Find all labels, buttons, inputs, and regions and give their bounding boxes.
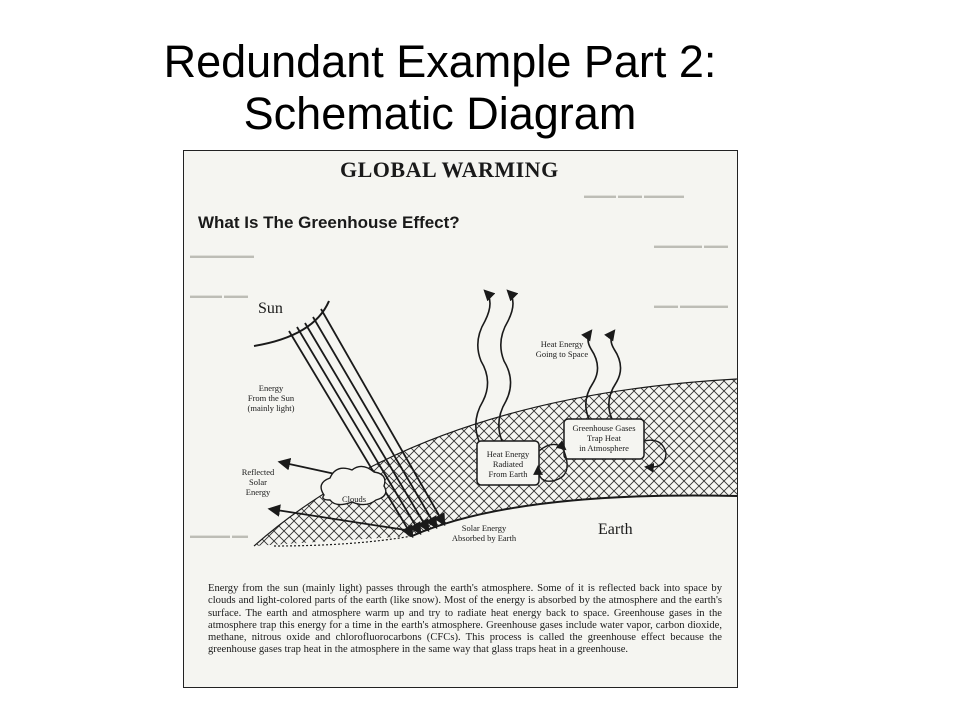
earth-label: Earth — [598, 521, 633, 538]
slide-title-line-2: Schematic Diagram — [243, 88, 637, 139]
svg-text:Solar Energy: Solar Energy — [461, 523, 507, 533]
svg-text:Energy: Energy — [245, 487, 271, 497]
svg-text:(mainly light): (mainly light) — [247, 403, 295, 413]
clouds-label: Clouds — [341, 494, 367, 504]
figure-caption: Energy from the sun (mainly light) passes through the earth's atmosphere. Some of it is reflected back into space by clouds and light-colored parts of the earth (like snow). Most of the energy is absorbed by the atmosphere and the earth's surface. The earth and atmosphere warm up and try to radiate heat energy back to space. Greenhouse gases in the atmosphere trap this energy for a time in the earth's atmosphere. Greenhouse gases include water vapor, carbon dioxide, methane, nitrous oxide and chlorofluorocarbons (CFCs). This process is called the greenhouse effect because the greenhouse gases trap heat in the atmosphere in the same way that glass traps heat in a greenhouse. — [208, 583, 722, 656]
slide-title-line-1: Redundant Example Part 2: — [163, 36, 717, 87]
solar-absorbed-label — [452, 523, 517, 543]
svg-text:Energy: Energy — [258, 383, 284, 393]
sun-label: Sun — [258, 300, 283, 317]
svg-text:Trap Heat: Trap Heat — [587, 433, 621, 443]
figure-header: GLOBAL WARMING — [340, 157, 559, 182]
figure-question: What Is The Greenhouse Effect? — [198, 213, 460, 232]
heat-to-space-label — [536, 339, 589, 359]
svg-text:Greenhouse Gases: Greenhouse Gases — [572, 423, 636, 433]
svg-text:Going to Space: Going to Space — [535, 349, 589, 359]
energy-from-sun-label — [248, 383, 295, 413]
svg-text:Heat Energy: Heat Energy — [540, 339, 584, 349]
svg-text:Radiated: Radiated — [492, 459, 524, 469]
svg-text:From the Sun: From the Sun — [247, 393, 295, 403]
greenhouse-diagram-figure: ▬▬▬▬ ▬▬▬ ▬▬▬▬▬ ▬▬▬▬▬▬ ▬▬▬ ▬▬▬ ▬▬▬▬▬▬ ▬▬▬▬▬▬▬▬ ▬▬▬▬ ▬▬▬ ▬▬▬▬▬ ▬▬ GLOBAL WARMING What Is The Greenhouse Effect? Sun Energy From the Sun (mainly light) Reflected Solar Energy Clouds Solar Energy Absorbed by Earth Earth Heat Energy Radiated From Earth Heat Energy Going to Space Greenhouse Gases Trap Heat in Atmosphere Energy from the sun (mainly light) passes through the earth's atmosphere. Some of it is reflected back into space by clouds and light-colored parts of the earth (like snow). Most of the energy is absorbed by the atmosphere and the earth's surface. The earth and atmosphere warm up and try to radiate heat energy back to space. Greenhouse gases in the atmosphere trap this energy for a time in the earth's atmosphere. Greenhouse gases include water vapor, carbon dioxide, methane, nitrous oxide and chlorofluorocarbons (CFCs). This process is called the greenhouse effect because the greenhouse gases trap heat in the atmosphere in the same way that glass traps heat in a greenhouse. — [183, 150, 738, 688]
reflected-solar-energy-label — [242, 467, 275, 497]
slide-title — [0, 36, 880, 140]
svg-text:Reflected: Reflected — [241, 467, 275, 477]
svg-text:From Earth: From Earth — [488, 469, 528, 479]
svg-text:Heat Energy: Heat Energy — [486, 449, 530, 459]
svg-text:Absorbed by Earth: Absorbed by Earth — [451, 533, 517, 543]
svg-text:Solar: Solar — [249, 477, 267, 487]
svg-text:in Atmosphere: in Atmosphere — [579, 443, 629, 453]
